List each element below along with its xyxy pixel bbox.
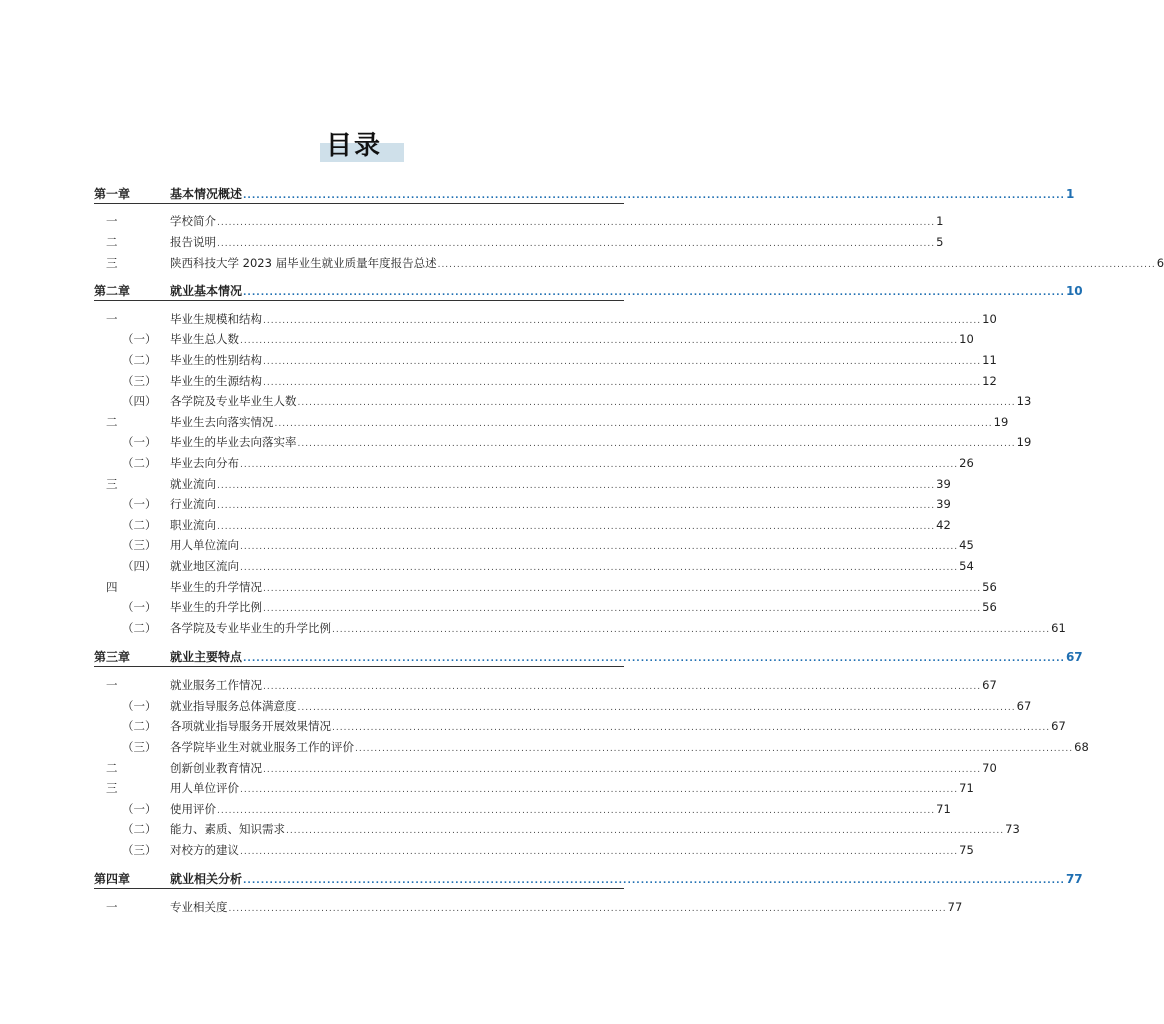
toc-label: 就业主要特点 — [170, 650, 243, 664]
toc-label: 就业相关分析 — [170, 872, 243, 886]
toc-leader: .......................................................................................................................................................................................... — [243, 876, 1065, 886]
toc-page: 11 — [982, 353, 997, 367]
toc-item[interactable] — [94, 352, 997, 368]
toc-leader: .......................................................................................................................................................................................... — [437, 260, 1156, 270]
toc-label: 使用评价 — [170, 802, 216, 816]
toc-number: 三 — [106, 477, 118, 491]
toc-page: 5 — [936, 235, 944, 249]
toc-number: 二 — [106, 415, 118, 429]
toc-number: （一） — [122, 497, 157, 511]
toc-leader: .......................................................................................................................................................................................... — [240, 460, 959, 470]
toc-page: 26 — [959, 456, 974, 470]
toc-number: （二） — [122, 621, 157, 635]
toc-number: （三） — [122, 843, 157, 857]
toc-leader: .......................................................................................................................................................................................... — [332, 723, 1051, 733]
toc-page: 19 — [993, 415, 1009, 429]
toc-number: （三） — [122, 374, 157, 388]
toc-item[interactable] — [94, 331, 974, 347]
toc-leader: .......................................................................................................................................................................................... — [217, 481, 936, 491]
toc-number: 第三章 — [94, 650, 131, 664]
chapter-divider — [94, 666, 624, 667]
toc-page: 10 — [982, 312, 997, 326]
toc-leader: .......................................................................................................................................................................................... — [217, 239, 936, 249]
toc-number: 一 — [106, 900, 118, 914]
toc-number: 一 — [106, 312, 118, 326]
toc-item[interactable] — [94, 739, 1089, 755]
toc-label: 行业流向 — [170, 497, 216, 511]
toc-leader: .......................................................................................................................................................................................... — [228, 904, 947, 914]
toc-chapter-2[interactable] — [94, 283, 1083, 299]
toc-item[interactable] — [94, 677, 997, 693]
toc-page: 71 — [959, 781, 974, 795]
toc-page: 54 — [959, 559, 974, 573]
toc-item[interactable] — [94, 476, 951, 492]
toc-label: 专业相关度 — [170, 900, 228, 914]
toc-page: 71 — [936, 802, 951, 816]
toc-page: 67 — [1051, 719, 1066, 733]
toc-item[interactable] — [94, 899, 963, 915]
toc-label: 就业地区流向 — [170, 559, 239, 573]
toc-leader: .......................................................................................................................................................................................... — [243, 654, 1065, 664]
toc-number: （三） — [122, 740, 157, 754]
toc-chapter-1[interactable] — [94, 186, 1075, 202]
toc-number: （一） — [122, 699, 157, 713]
toc-leader: .......................................................................................................................................................................................... — [332, 625, 1051, 635]
toc-item[interactable] — [94, 760, 997, 776]
toc-label: 毕业生去向落实情况 — [170, 415, 274, 429]
toc-number: 三 — [106, 256, 118, 270]
toc-title-wrap — [0, 130, 724, 162]
toc-page: 77 — [1065, 872, 1083, 886]
toc-item[interactable] — [94, 780, 974, 796]
toc-chapter-3[interactable] — [94, 649, 1083, 665]
toc-page: 61 — [1051, 621, 1066, 635]
toc-item[interactable] — [94, 842, 974, 858]
toc-page: 75 — [959, 843, 974, 857]
toc-label: 用人单位评价 — [170, 781, 239, 795]
toc-label: 毕业生规模和结构 — [170, 312, 262, 326]
toc-leader: .......................................................................................................................................................................................... — [240, 847, 959, 857]
toc-number: 三 — [106, 781, 118, 795]
toc-page: 10 — [959, 332, 974, 346]
toc-label: 毕业生的升学情况 — [170, 580, 262, 594]
toc-page: 19 — [1016, 435, 1032, 449]
toc-page: 39 — [936, 477, 951, 491]
toc-leader: .......................................................................................................................................................................................... — [240, 785, 959, 795]
toc-leader: .......................................................................................................................................................................................... — [274, 419, 993, 429]
page-title: 目录 — [320, 130, 404, 162]
toc-number: （一） — [122, 600, 157, 614]
toc-number: 四 — [106, 580, 118, 594]
toc-chapter-4[interactable] — [94, 871, 1083, 887]
toc-item[interactable] — [94, 537, 974, 553]
toc-item[interactable] — [94, 579, 997, 595]
toc-number: 一 — [106, 678, 118, 692]
toc-item[interactable] — [94, 373, 997, 389]
toc-item[interactable] — [94, 496, 951, 512]
toc-number: （二） — [122, 456, 157, 470]
toc-page: 1 — [936, 214, 944, 228]
toc-number: （二） — [122, 719, 157, 733]
toc-number: （一） — [122, 435, 157, 449]
toc-item[interactable] — [94, 599, 997, 615]
toc-number: 二 — [106, 761, 118, 775]
toc-number: （一） — [122, 802, 157, 816]
toc-leader: .......................................................................................................................................................................................... — [217, 522, 936, 532]
toc-number: （二） — [122, 518, 157, 532]
toc-number: （一） — [122, 332, 157, 346]
toc-label: 报告说明 — [170, 235, 216, 249]
toc-number: （四） — [122, 559, 157, 573]
toc-page: 56 — [982, 580, 997, 594]
toc-leader: .......................................................................................................................................................................................... — [263, 682, 982, 692]
toc-label: 毕业生的性别结构 — [170, 353, 262, 367]
toc-page: 6 — [1156, 256, 1164, 270]
toc-number: （四） — [122, 394, 157, 408]
toc-page: 77 — [947, 900, 963, 914]
toc-item[interactable] — [94, 698, 1032, 714]
toc-number: 第一章 — [94, 187, 131, 201]
toc-page: 67 — [1016, 699, 1032, 713]
toc-page: 45 — [959, 538, 974, 552]
toc-item[interactable] — [94, 255, 1164, 271]
toc-leader: .......................................................................................................................................................................................... — [243, 191, 1065, 201]
toc-leader: .......................................................................................................................................................................................... — [297, 398, 1016, 408]
toc-page: 13 — [1016, 394, 1032, 408]
toc-item[interactable] — [94, 455, 974, 471]
chapter-divider — [94, 888, 624, 889]
toc-number: 二 — [106, 235, 118, 249]
toc-label: 各学院及专业毕业生的升学比例 — [170, 621, 331, 635]
toc-leader: .......................................................................................................................................................................................... — [263, 357, 982, 367]
toc-label: 对校方的建议 — [170, 843, 239, 857]
toc-item[interactable] — [94, 393, 1032, 409]
toc-label: 毕业生的升学比例 — [170, 600, 262, 614]
toc-page: 39 — [936, 497, 951, 511]
toc-item[interactable] — [94, 801, 951, 817]
toc-number: 一 — [106, 214, 118, 228]
toc-page: 70 — [982, 761, 997, 775]
toc-item[interactable] — [94, 718, 1066, 734]
toc-number: （三） — [122, 538, 157, 552]
toc-leader: .......................................................................................................................................................................................... — [217, 218, 936, 228]
toc-number: （二） — [122, 822, 157, 836]
toc-number: 第四章 — [94, 872, 131, 886]
toc-label: 陕西科技大学 2023 届毕业生就业质量年度报告总述 — [170, 256, 437, 270]
toc-number: （二） — [122, 353, 157, 367]
toc-page: 10 — [1065, 284, 1083, 298]
toc-label: 基本情况概述 — [170, 187, 243, 201]
toc-leader: .......................................................................................................................................................................................... — [263, 765, 982, 775]
toc-label: 毕业生总人数 — [170, 332, 239, 346]
toc-label: 就业流向 — [170, 477, 216, 491]
toc-item[interactable] — [94, 558, 974, 574]
toc-label: 毕业生的生源结构 — [170, 374, 262, 388]
toc-page: 67 — [982, 678, 997, 692]
toc-leader: .......................................................................................................................................................................................... — [263, 378, 982, 388]
toc-page: 73 — [1005, 822, 1020, 836]
toc-leader: .......................................................................................................................................................................................... — [240, 542, 959, 552]
toc-item[interactable] — [94, 620, 1066, 636]
toc-item[interactable] — [94, 517, 951, 533]
toc-leader: .......................................................................................................................................................................................... — [355, 744, 1074, 754]
toc-leader: .......................................................................................................................................................................................... — [297, 703, 1016, 713]
toc-leader: .......................................................................................................................................................................................... — [240, 563, 959, 573]
toc-leader: .......................................................................................................................................................................................... — [263, 584, 982, 594]
toc-label: 各学院及专业毕业生人数 — [170, 394, 297, 408]
toc-page: 68 — [1074, 740, 1089, 754]
toc-leader: .......................................................................................................................................................................................... — [286, 826, 1005, 836]
toc-item[interactable] — [94, 821, 1020, 837]
chapter-divider — [94, 203, 624, 204]
toc-label: 创新创业教育情况 — [170, 761, 262, 775]
toc-leader: .......................................................................................................................................................................................... — [297, 439, 1016, 449]
toc-leader: .......................................................................................................................................................................................... — [263, 316, 982, 326]
toc-page: 1 — [1065, 187, 1075, 201]
toc-label: 能力、素质、知识需求 — [170, 822, 285, 836]
toc-number: 第二章 — [94, 284, 131, 298]
toc-leader: .......................................................................................................................................................................................... — [217, 501, 936, 511]
toc-label: 就业基本情况 — [170, 284, 243, 298]
toc-label: 就业指导服务总体满意度 — [170, 699, 297, 713]
toc-label: 就业服务工作情况 — [170, 678, 262, 692]
toc-label: 职业流向 — [170, 518, 216, 532]
toc-item[interactable] — [94, 434, 1032, 450]
toc-item[interactable] — [94, 414, 1009, 430]
toc-label: 毕业去向分布 — [170, 456, 239, 470]
toc-label: 学校简介 — [170, 214, 216, 228]
toc-leader: .......................................................................................................................................................................................... — [240, 336, 959, 346]
toc-page: 56 — [982, 600, 997, 614]
toc-label: 各学院毕业生对就业服务工作的评价 — [170, 740, 354, 754]
chapter-divider — [94, 300, 624, 301]
toc-page: 67 — [1065, 650, 1083, 664]
toc-item[interactable] — [94, 213, 944, 229]
toc-page: 12 — [982, 374, 997, 388]
toc-label: 各项就业指导服务开展效果情况 — [170, 719, 331, 733]
toc-leader: .......................................................................................................................................................................................... — [243, 288, 1065, 298]
toc-label: 毕业生的毕业去向落实率 — [170, 435, 297, 449]
toc-label: 用人单位流向 — [170, 538, 239, 552]
toc-page: 42 — [936, 518, 951, 532]
toc-item[interactable] — [94, 234, 944, 250]
toc-item[interactable] — [94, 311, 997, 327]
toc-leader: .......................................................................................................................................................................................... — [217, 806, 936, 816]
toc-leader: .......................................................................................................................................................................................... — [263, 604, 982, 614]
